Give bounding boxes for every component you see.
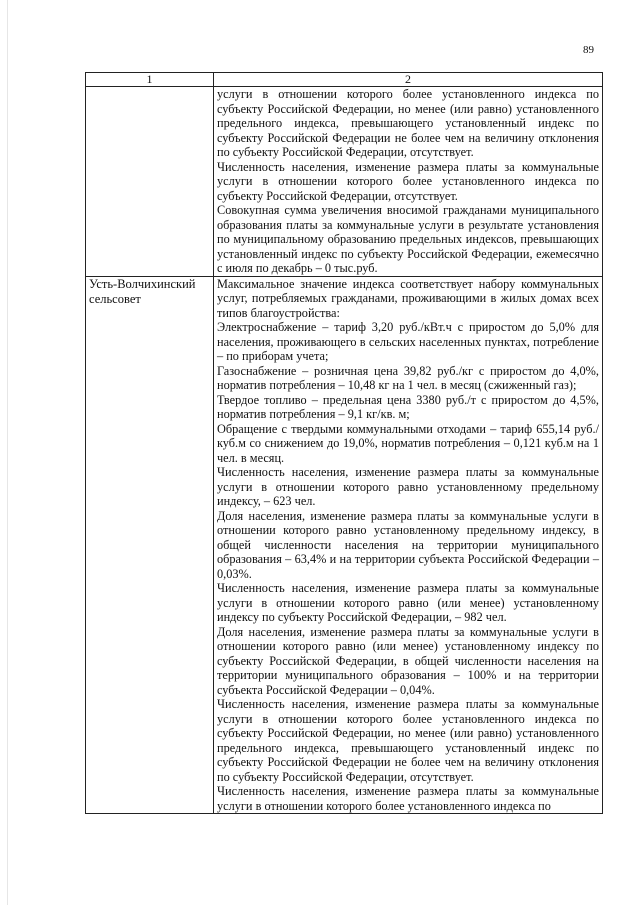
municipality-name-cell: Усть-Волчихинский сельсовет [86, 276, 214, 814]
paragraph: Совокупная сумма увеличения вносимой гражданами муниципального образования платы за коммунальные услуги в результате установления по муниципальному образованию предельных индексов, превышающих установленный индекс по субъекту Российской Федерации, ежемесячно с июля по декабрь – 0 тыс.руб. [217, 203, 599, 275]
municipality-name-cell [86, 87, 214, 277]
index-table [85, 72, 603, 814]
table-row [86, 87, 603, 277]
paragraph: Твердое топливо – предельная цена 3380 руб./т с приростом до 4,5%, норматив потребления – 9,1 кг/кв. м; [217, 392, 599, 421]
page-number: 89 [583, 44, 594, 56]
paragraph: Максимальное значение индекса соответствует набору коммунальных услуг, потребляемых гражданами, проживающими в жилых домах всех типов благоустройства: [217, 276, 599, 320]
table-row [86, 276, 603, 814]
table-header-row [86, 73, 603, 87]
paragraph: Численность населения, изменение размера платы за коммунальные услуги в отношении которого более установленного индекса по [217, 784, 599, 813]
paragraph: Обращение с твердыми коммунальными отходами – тариф 655,14 руб./куб.м со снижением до 19,0%, норматив потребления – 0,121 куб.м на 1 чел. в месяц. [217, 421, 599, 465]
paragraph: Численность населения, изменение размера платы за коммунальные услуги в отношении которого равно установленному предельному индексу, – 623 чел. [217, 465, 599, 508]
scan-edge-line [7, 0, 8, 905]
paragraph: Численность населения, изменение размера платы за коммунальные услуги в отношении которого равно (или менее) установленному индексу по субъекту Российской Федерации, – 982 чел. [217, 581, 599, 624]
paragraph: Электроснабжение – тариф 3,20 руб./кВт.ч с приростом до 5,0% для населения, проживающего в сельских населенных пунктах, потребление – по приборам учета; [217, 320, 599, 363]
paragraph: услуги в отношении которого более установленного индекса по субъекту Российской Федерации, но менее (или равно) установленного предельного индекса, превышающего установленный индекс по субъекту Российской Федерации не более чем на величину отклонения по субъекту Российской Федерации, отсутствует. [217, 87, 599, 159]
description-cell [214, 87, 603, 277]
paragraph: Газоснабжение – розничная цена 39,82 руб./кг с приростом до 4,0%, норматив потребления – 10,48 кг на 1 чел. в месяц (сжиженный газ); [217, 363, 599, 392]
paragraph: Численность населения, изменение размера платы за коммунальные услуги в отношении которого более установленного индекса по субъекту Российской Федерации, отсутствует. [217, 159, 599, 203]
paragraph: Доля населения, изменение размера платы за коммунальные услуги в отношении которого равно установленному предельному индексу, в общей численности населения на территории муниципального образования – 63,4% и на территории субъекта Российской Федерации – 0,03%. [217, 508, 599, 581]
paragraph: Доля населения, изменение размера платы за коммунальные услуги в отношении которого равно (или менее) установленному индексу по субъекту Российской Федерации, в общей численности населения на территории муниципального образования – 100% и на территории субъекта Российской Федерации – 0,04%. [217, 624, 599, 697]
column-header-2: 2 [214, 73, 603, 87]
paragraph: Численность населения, изменение размера платы за коммунальные услуги в отношении которого более установленного индекса по субъекту Российской Федерации, но менее (или равно) установленного предельного индекса, превышающего установленный индекс по субъекту Российской Федерации не более чем на величину отклонения по субъекту Российской Федерации, отсутствует. [217, 697, 599, 784]
column-header-1: 1 [86, 73, 214, 87]
description-cell [214, 276, 603, 814]
